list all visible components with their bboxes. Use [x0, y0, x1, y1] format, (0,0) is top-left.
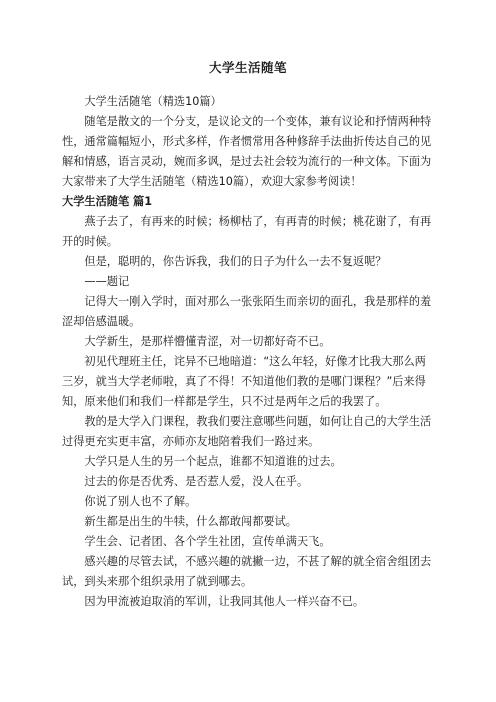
body-paragraph: 燕子去了，有再来的时候；杨柳枯了，有再青的时候；桃花谢了，有再开的时候。: [62, 215, 432, 248]
body-paragraph: 过去的你是否优秀、是否惹人爱，没人在乎。: [84, 475, 309, 488]
body-paragraph: 因为甲流被迫取消的军训，让我同其他人一样兴奋不已。: [84, 595, 365, 608]
intro-subtitle: 大学生活随笔（精选10篇）: [84, 95, 222, 108]
intro-paragraph: 随笔是散文的一个分支，是议论文的一个变体，兼有议论和抒情两种特性，通常篇幅短小，形式多样，作者惯常用各种修辞手法曲折传达自己的见解和情感，语言灵动，婉而多讽，是过去社会较为流行的一种文体。下面为大家带来了大学生活随笔（精选10篇），欢迎大家参考阅读！: [62, 115, 432, 188]
body-paragraph: 初见代理班主任，诧异不已地暗道：“这么年轻，好像才比我大那么两三岁，就当大学老师啦，真了不得！不知道他们教的是哪门课程？”后来得知，原来他们和我们一样都是学生，只不过是两年之后的我罢了。: [62, 355, 426, 408]
body-paragraph: 新生都是出生的牛犊，什么都敢闯都要试。: [84, 515, 297, 528]
body-paragraph: 但是，聪明的，你告诉我，我们的日子为什么一去不复返呢？: [84, 255, 387, 268]
body-paragraph: 你说了别人也不了解。: [84, 495, 197, 508]
body-paragraph: 学生会、记者团、各个学生社团，宣传单满天飞。: [84, 535, 331, 548]
section-heading: 大学生活随笔 篇1: [62, 195, 152, 208]
body-paragraph: 感兴趣的尽管去试，不感兴趣的就撇一边，不甚了解的就全宿舍组团去试，到头来那个组织录用了就到哪去。: [62, 555, 432, 588]
body-paragraph: 教的是大学入门课程，教我们要注意哪些问题，如何让自己的大学生活过得更充实更丰富，亦师亦友地陪着我们一路过来。: [62, 415, 432, 448]
epigraph-attribution: ——题记: [84, 275, 130, 288]
document-title: 大学生活随笔: [208, 60, 287, 75]
body-paragraph: 记得大一刚入学时，面对那么一张张陌生而亲切的面孔，我是那样的羞涩却倍感温暖。: [62, 295, 432, 328]
body-paragraph: 大学只是人生的另一个起点，谁都不知道谁的过去。: [84, 455, 342, 468]
body-paragraph: 大学新生，是那样懵懂青涩，对一切都好奇不已。: [84, 335, 331, 348]
